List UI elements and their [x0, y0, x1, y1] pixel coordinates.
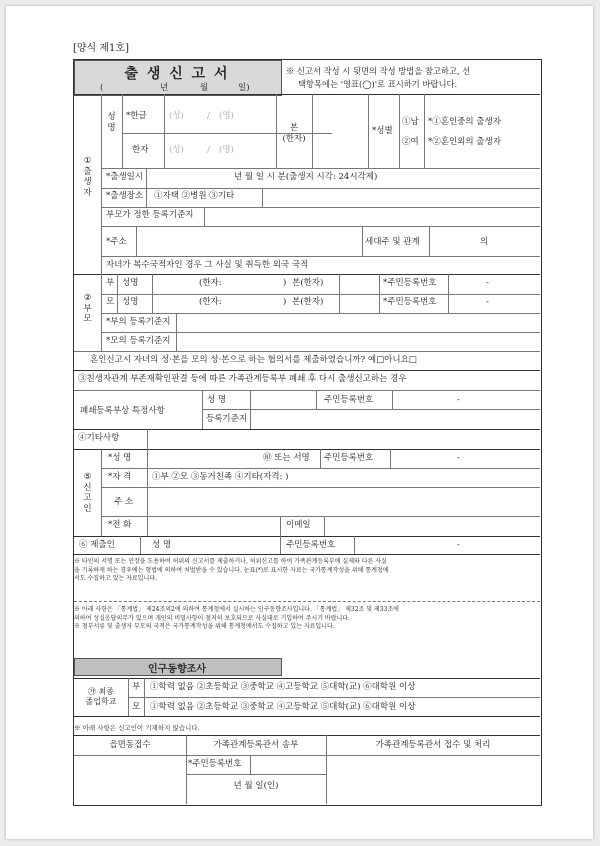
date-month: 월 — [200, 83, 209, 93]
name-label: 성 명 — [107, 112, 116, 133]
householder-label: 세대주 및 관계 — [365, 237, 420, 247]
mother-label: 모 — [106, 297, 115, 307]
submitter-rrn-label: 주민등록번호 — [286, 540, 336, 550]
notice-line-2: 택항목에는 '영표(◯)'로 표시하기 바랍니다. — [298, 79, 458, 89]
qualification-label: *자 격 — [108, 472, 132, 482]
agreement-question[interactable]: 혼인신고시 자녀의 성·본을 모의 성·본으로 하는 협의서를 제출하였습니까? 예□아니요□ — [90, 355, 417, 365]
office-date: 년 월 일(인) — [233, 781, 279, 791]
multi-nationality-label: 자녀가 복수국적자인 경우 그 사실 및 취득한 외국 국적 — [106, 260, 309, 270]
stats-notes: ※ 아래 사항은 「통계법」 제24조의2에 의하여 통계청에서 실시하는 인구동향조사입니다. 「통계법」 제32조 및 제33조에 의하여 성실응답의무가 있으며 개인의 비밀사항이 철저히 보호되므로 사실대로 기입하여 주시기 바랍니다. ※ 첨부서류 및 출생자 부모의 국적은 국가통계작성을 위해 통계청에서도 수집하고 있는 자료입니다. — [74, 606, 399, 631]
section1-label: ① 출 생 자 — [83, 156, 92, 198]
reporter-email-label: 이메일 — [286, 520, 311, 530]
section3-rrn-label: 주민등록번호 — [324, 395, 374, 405]
father-rrn-label: *주민등록번호 — [383, 278, 437, 288]
mother-rrn-label: *주민등록번호 — [383, 297, 437, 307]
sex-female[interactable]: ②여 — [402, 137, 419, 147]
sex-male[interactable]: ①남 — [402, 117, 419, 127]
date-year: 년 — [160, 83, 169, 93]
origin-label: 본 (한자) — [282, 123, 306, 144]
office-col3: 가족관계등록관서 접수 및 처리 — [375, 740, 491, 750]
reporter-phone-label: *전 화 — [108, 520, 132, 530]
birth-place-label: *출생장소 — [106, 191, 144, 201]
section3-rrn-dash[interactable]: - — [457, 395, 460, 405]
submitter-title: ⑥ 제출인 — [79, 540, 115, 550]
survey-father-label: 부 — [132, 682, 141, 692]
date-open: ( — [100, 83, 104, 93]
reporter-rrn-label: 주민등록번호 — [324, 453, 374, 463]
reporter-rrn-dash[interactable]: - — [457, 453, 460, 463]
office-rrn-label: *주민등록번호 — [188, 759, 242, 769]
section3-registry-label: 등록기준지 — [206, 414, 248, 424]
notice-line-1: ※ 신고서 작성 시 뒷면의 작성 방법을 참고하고, 선 — [286, 66, 471, 76]
householder-suffix: 의 — [480, 237, 489, 247]
address-label: *주소 — [106, 237, 127, 247]
date-day: 일) — [238, 83, 250, 93]
hanja-slash: / — [207, 145, 210, 155]
reporter-name-label: *성 명 — [108, 453, 132, 463]
office-use-note: ※ 아래 사항은 신고인이 기재하지 않습니다. — [74, 724, 200, 732]
office-col2: 가족관계등록관서 송부 — [213, 740, 299, 750]
mother-hanja-close: ) — [283, 297, 287, 307]
father-hanja-close: ) — [283, 278, 287, 288]
hangul-slash: / — [207, 111, 210, 121]
birth-datetime-value[interactable]: 년 월 일 시 분(출생지 시각: 24시각제) — [234, 172, 378, 182]
warning-notes: ※ 타인의 서명 또는 인장을 도용하여 허위의 신고서를 제출하거나, 허위신고를 하여 가족관계등록부에 실제와 다른 사실 을 기록하게 하는 경우에는 형법에 의하여 처벌받을 수 있습니다. 눈표(*)로 표시한 자료는 국가통계작성을 위해 통계청에 서도 수집하고 있는 자료입니다. — [74, 558, 389, 583]
father-education-options[interactable]: ①학력 없음 ②초등학교 ③중학교 ④고등학교 ⑤대학(교) ⑥대학원 이상 — [150, 682, 416, 692]
father-registry-label: *부의 등록기준지 — [106, 317, 171, 327]
mother-education-options[interactable]: ①학력 없음 ②초등학교 ③중학교 ④고등학교 ⑤대학(교) ⑥대학원 이상 — [150, 702, 416, 712]
hangul-label: *한글 — [126, 111, 147, 121]
office-col1: 읍면동접수 — [109, 740, 151, 750]
reporter-seal[interactable]: ㊞ 또는 서명 — [263, 453, 310, 463]
birth-report-form — [73, 59, 542, 806]
section3-title: ③친생자관계 부존재확인판결 등에 따른 가족관계등록부 폐쇄 후 다시 출생신고하는 경우 — [78, 374, 407, 384]
father-name-label: 성명 — [122, 278, 139, 288]
sex-label: *성별 — [372, 126, 393, 136]
father-hanja-open: (한자: — [199, 278, 222, 288]
section4-title: ④기타사항 — [78, 433, 120, 443]
section5-label: ⑤ 신 고 인 — [83, 472, 92, 514]
closed-registry-label: 폐쇄등록부상 특정사항 — [80, 406, 165, 416]
father-rrn-dash[interactable]: - — [486, 278, 489, 288]
hangul-given[interactable]: (명) — [219, 111, 234, 121]
birth-place-options[interactable]: ①자택 ②병원 ③기타 — [154, 191, 235, 201]
survey-mother-label: 모 — [132, 702, 141, 712]
qualification-options[interactable]: ①부 ②모 ③동거친족 ④기타(자격: ) — [152, 472, 289, 482]
marital-option-1[interactable]: *①혼인중의 출생자 — [428, 117, 501, 127]
father-label: 부 — [106, 278, 115, 288]
parents-registry-label: 부모가 정한 등록기준지 — [106, 210, 194, 220]
birth-datetime-label: *출생일시 — [106, 172, 144, 182]
survey-title: 인구동향조사 — [148, 664, 206, 675]
section2-label: ② 부 모 — [83, 293, 92, 325]
hangul-surname[interactable]: (성) — [169, 111, 184, 121]
mother-origin-label: 본(한자) — [292, 297, 324, 307]
mother-name-label: 성명 — [122, 297, 139, 307]
hanja-label: 한자 — [132, 145, 149, 155]
form-label: [양식 제1호] — [73, 43, 129, 54]
submitter-name-label: 성 명 — [152, 540, 172, 550]
form-title: 출 생 신 고 서 — [124, 66, 230, 82]
mother-hanja-open: (한자: — [199, 297, 222, 307]
father-origin-label: 본(한자) — [292, 278, 324, 288]
submitter-rrn-dash[interactable]: - — [457, 540, 460, 550]
hanja-surname[interactable]: (성) — [169, 145, 184, 155]
education-label: ㉮ 최종 졸업학교 — [85, 687, 117, 706]
marital-option-2[interactable]: *②혼인외의 출생자 — [428, 137, 501, 147]
mother-registry-label: *모의 등록기준지 — [106, 336, 171, 346]
reporter-address-label: 주 소 — [114, 497, 134, 507]
hanja-given[interactable]: (명) — [219, 145, 234, 155]
mother-rrn-dash[interactable]: - — [486, 297, 489, 307]
section3-name-label: 성 명 — [207, 395, 227, 405]
